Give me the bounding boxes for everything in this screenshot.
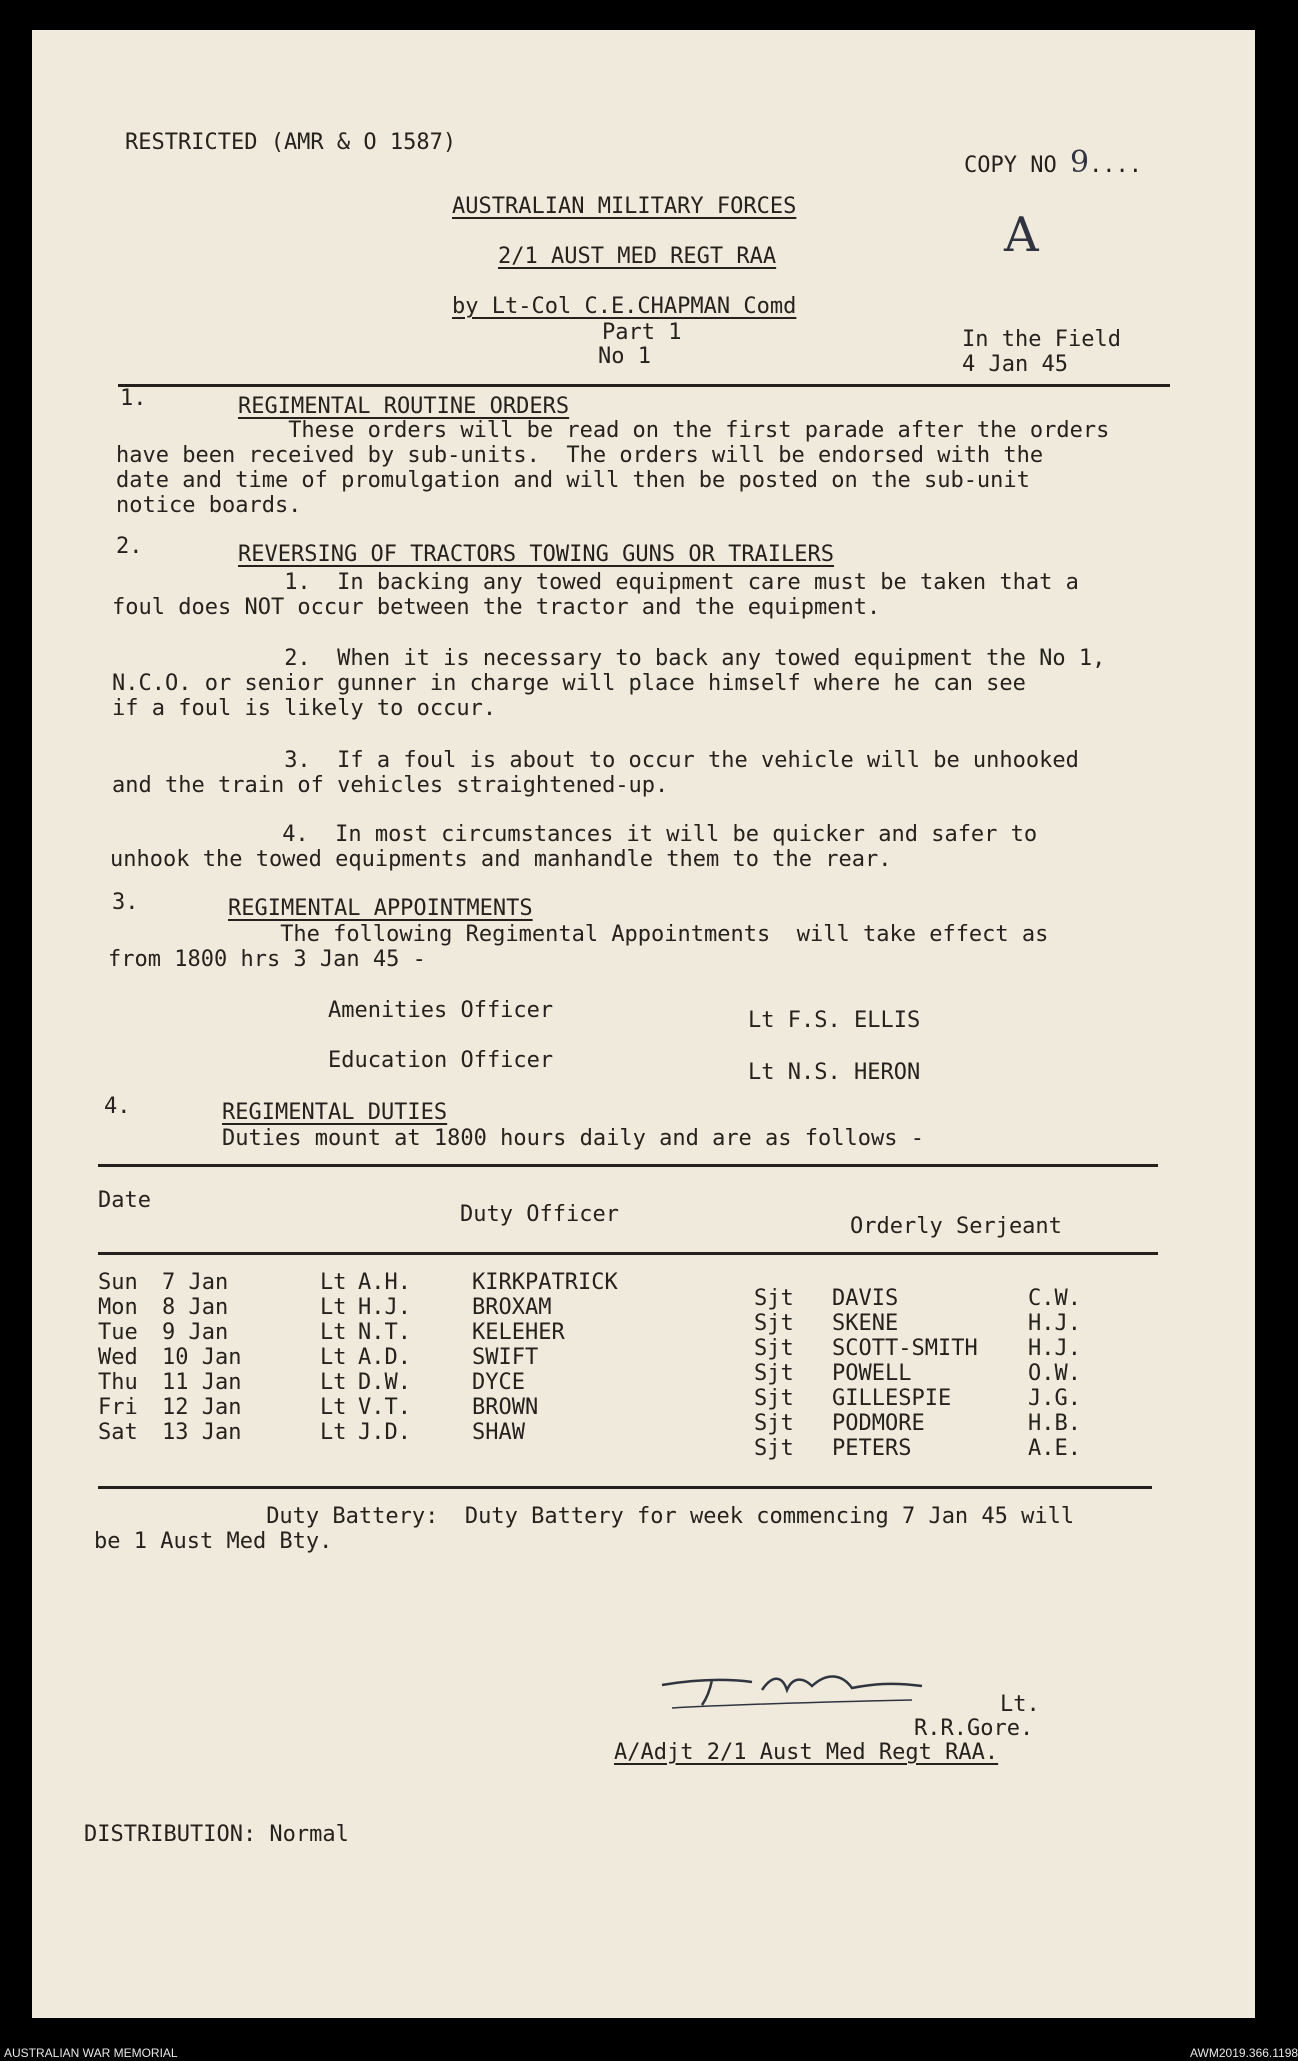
header-rule	[118, 384, 1170, 387]
cell-day: Tue	[98, 1320, 138, 1345]
cell-day: Sat	[98, 1420, 138, 1445]
cell-rank: Lt	[320, 1395, 347, 1420]
cell-init: A.H.	[358, 1270, 411, 1295]
cell-init: V.T.	[358, 1395, 411, 1420]
appointment-role: Amenities Officer	[328, 998, 554, 1023]
cell-day: Thu	[98, 1370, 138, 1395]
section-2-heading: REVERSING OF TRACTORS TOWING GUNS OR TRAILERS	[238, 542, 835, 567]
section-2-para-3: 3. If a foul is about to occur the vehicle will be unhooked and the train of vehicles straightened-up.	[112, 748, 1079, 798]
table-top-rule	[98, 1164, 1158, 1167]
cell-srank: Sjt	[754, 1311, 794, 1336]
copy-dots: ....	[1089, 153, 1143, 178]
part-number: Part 1	[602, 320, 682, 345]
cell-sinit: J.G.	[1028, 1386, 1081, 1411]
cell-rank: Lt	[320, 1420, 347, 1445]
cell-sname: SCOTT-SMITH	[832, 1336, 978, 1361]
signatory-rank: Lt.	[1000, 1692, 1040, 1717]
cell-sname: SKENE	[832, 1311, 899, 1336]
col-header-date: Date	[98, 1188, 151, 1213]
title-line-1: AUSTRALIAN MILITARY FORCES	[452, 194, 797, 219]
copy-label: COPY NO	[964, 153, 1057, 178]
signatory-appointment: A/Adjt 2/1 Aust Med Regt RAA.	[614, 1740, 999, 1765]
cell-srank: Sjt	[754, 1436, 794, 1461]
cell-sinit: H.B.	[1028, 1411, 1081, 1436]
cell-officer: KIRKPATRICK	[472, 1270, 618, 1295]
duty-battery-text: Duty Battery: Duty Battery for week commencing 7 Jan 45 will be 1 Aust Med Bty.	[94, 1504, 1075, 1554]
cell-day: Wed	[98, 1345, 138, 1370]
signature-scrawl	[652, 1650, 952, 1710]
section-4-number: 4.	[104, 1094, 131, 1119]
footer-left: AUSTRALIAN WAR MEMORIAL	[4, 2046, 178, 2060]
cell-officer: BROWN	[472, 1395, 539, 1420]
stamp-letter: A	[1004, 207, 1039, 263]
cell-init: A.D.	[358, 1345, 411, 1370]
section-3-body: The following Regimental Appointments will take effect as from 1800 hrs 3 Jan 45 -	[108, 922, 1049, 972]
section-1-number: 1.	[120, 386, 147, 411]
cell-date: 13 Jan	[162, 1420, 242, 1445]
cell-sinit: H.J.	[1028, 1311, 1081, 1336]
table-bottom-rule	[98, 1486, 1152, 1489]
section-1-heading: REGIMENTAL ROUTINE ORDERS	[238, 394, 570, 419]
cell-officer: SWIFT	[472, 1345, 539, 1370]
section-2-para-1: 1. In backing any towed equipment care must be taken that a foul does NOT occur between the tractor and the equipment.	[112, 570, 1079, 620]
cell-sinit: A.E.	[1028, 1436, 1081, 1461]
appointment-role: Education Officer	[328, 1048, 554, 1073]
footer-right: AWM2019.366.1198	[1190, 2046, 1298, 2060]
cell-date: 10 Jan	[162, 1345, 242, 1370]
section-1-body: These orders will be read on the first parade after the orders have been received by sub-units. The orders will be endorsed with the date and time of promulgation and will then be posted on the sub-unit notice boards.	[116, 418, 1110, 518]
cell-srank: Sjt	[754, 1286, 794, 1311]
copy-number-handwritten: 9	[1069, 145, 1090, 180]
section-4-heading: REGIMENTAL DUTIES	[222, 1100, 448, 1125]
cell-sinit: H.J.	[1028, 1336, 1081, 1361]
col-header-orderly-serjeant: Orderly Serjeant	[850, 1214, 1062, 1239]
location: In the Field	[962, 327, 1121, 352]
cell-sname: GILLESPIE	[832, 1386, 952, 1411]
cell-officer: BROXAM	[472, 1295, 552, 1320]
title-line-3: by Lt-Col C.E.CHAPMAN Comd	[452, 294, 797, 319]
cell-officer: KELEHER	[472, 1320, 565, 1345]
cell-init: D.W.	[358, 1370, 411, 1395]
cell-init: H.J.	[358, 1295, 411, 1320]
restricted-marking: RESTRICTED (AMR & O 1587)	[125, 130, 457, 155]
copy-number	[964, 145, 1143, 180]
col-header-duty-officer: Duty Officer	[460, 1202, 619, 1227]
cell-date: 9 Jan	[162, 1320, 229, 1345]
cell-sinit: O.W.	[1028, 1361, 1081, 1386]
order-number: No 1	[598, 344, 651, 369]
cell-init: J.D.	[358, 1420, 411, 1445]
cell-srank: Sjt	[754, 1361, 794, 1386]
cell-officer: SHAW	[472, 1420, 525, 1445]
cell-officer: DYCE	[472, 1370, 525, 1395]
appointment-name: Lt F.S. ELLIS	[748, 1008, 921, 1033]
section-2-para-4: 4. In most circumstances it will be quicker and safer to unhook the towed equipments and manhandle them to the rear.	[110, 822, 1038, 872]
cell-sname: POWELL	[832, 1361, 912, 1386]
cell-srank: Sjt	[754, 1411, 794, 1436]
cell-date: 12 Jan	[162, 1395, 242, 1420]
cell-date: 7 Jan	[162, 1270, 229, 1295]
cell-srank: Sjt	[754, 1336, 794, 1361]
cell-day: Mon	[98, 1295, 138, 1320]
signatory-name: R.R.Gore.	[914, 1716, 1034, 1741]
title-line-2: 2/1 AUST MED REGT RAA	[498, 244, 777, 269]
cell-rank: Lt	[320, 1370, 347, 1395]
table-header-rule	[98, 1252, 1158, 1255]
cell-rank: Lt	[320, 1270, 347, 1295]
cell-date: 8 Jan	[162, 1295, 229, 1320]
section-3-number: 3.	[112, 890, 139, 915]
cell-init: N.T.	[358, 1320, 411, 1345]
appointment-name: Lt N.S. HERON	[748, 1060, 921, 1085]
section-2-number: 2.	[116, 534, 143, 559]
cell-sname: DAVIS	[832, 1286, 899, 1311]
table-row	[32, 1420, 1132, 1461]
distribution: DISTRIBUTION: Normal	[84, 1822, 349, 1847]
cell-date: 11 Jan	[162, 1370, 242, 1395]
cell-srank: Sjt	[754, 1386, 794, 1411]
section-2-para-2: 2. When it is necessary to back any towed equipment the No 1, N.C.O. or senior gunner in charge will place himself where he can see if a foul is likely to occur.	[112, 646, 1106, 721]
cell-sinit: C.W.	[1028, 1286, 1081, 1311]
cell-rank: Lt	[320, 1320, 347, 1345]
cell-rank: Lt	[320, 1295, 347, 1320]
section-4-body: Duties mount at 1800 hours daily and are as follows -	[222, 1126, 924, 1151]
cell-day: Fri	[98, 1395, 138, 1420]
cell-rank: Lt	[320, 1345, 347, 1370]
section-3-heading: REGIMENTAL APPOINTMENTS	[228, 896, 533, 921]
cell-sname: PODMORE	[832, 1411, 925, 1436]
order-date: 4 Jan 45	[962, 352, 1068, 377]
cell-sname: PETERS	[832, 1436, 912, 1461]
document-sheet	[32, 30, 1255, 2018]
cell-day: Sun	[98, 1270, 138, 1295]
